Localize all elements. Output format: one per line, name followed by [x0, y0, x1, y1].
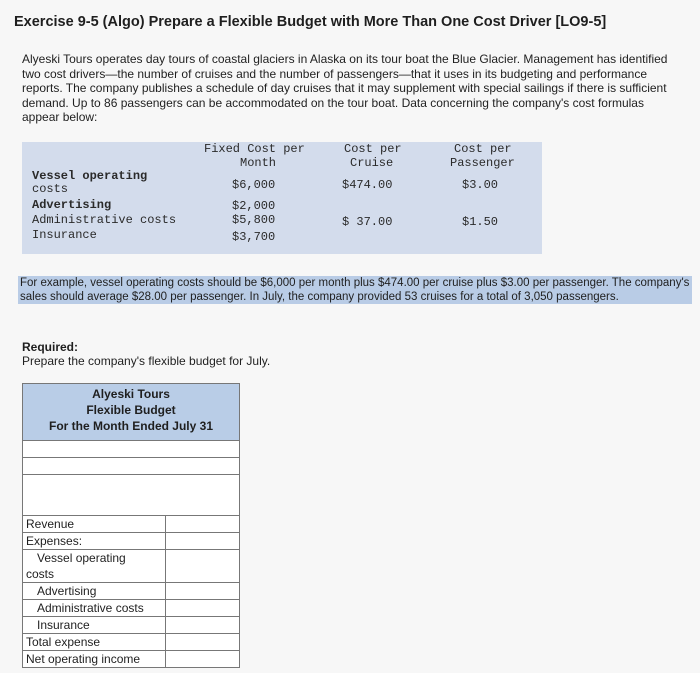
expenses-label: Expenses:	[23, 533, 166, 549]
insurance-row	[23, 616, 239, 633]
insurance-label: Insurance	[23, 617, 166, 633]
row-insurance-label: Insurance	[32, 228, 97, 242]
insurance-input[interactable]	[166, 617, 239, 633]
vessel-row-2	[23, 566, 239, 582]
expenses-input[interactable]	[166, 533, 239, 549]
row-vessel-label2: costs	[32, 182, 69, 196]
revenue-row	[23, 515, 239, 532]
admin-input[interactable]	[166, 600, 239, 616]
blank-input-row-2[interactable]	[23, 457, 239, 474]
total-expense-label: Total expense	[23, 634, 166, 650]
budget-name: Flexible Budget	[86, 403, 176, 417]
flexible-budget-form	[22, 383, 240, 668]
row-admin-cruise: $ 37.00	[342, 215, 393, 229]
admin-row	[23, 599, 239, 616]
row-admin-label: Administrative costs	[32, 213, 177, 227]
required-heading: Required:	[22, 340, 79, 354]
exercise-title: Exercise 9-5 (Algo) Prepare a Flexible Budget with More Than One Cost Driver [LO9-5]	[14, 14, 607, 30]
total-expense-input[interactable]	[166, 634, 239, 650]
advertising-label: Advertising	[23, 583, 166, 599]
row-vessel-passenger: $3.00	[462, 178, 499, 192]
row-vessel-cruise: $474.00	[342, 178, 393, 192]
intro-paragraph: Alyeski Tours operates day tours of coastal glaciers in Alaska on its tour boat the Blue Glacier. Management has identified two cost drivers—the number of cruises and the number of passengers—that it uses in its budgeting and performance reports. The company publishes a schedule of day cruises that it may supplement with special sailings if there is sufficient demand. Up to 86 passengers can be accommodated on the tour boat. Data concerning the company's cost formulas appear below:	[22, 52, 668, 124]
required-section	[22, 340, 270, 368]
admin-label: Administrative costs	[23, 600, 166, 616]
row-admin-fixed: $5,800	[232, 213, 276, 227]
budget-company: Alyeski Tours	[92, 387, 170, 401]
vessel-input-2[interactable]	[166, 566, 239, 582]
header-pass-2: Passenger	[450, 156, 515, 170]
row-insurance-fixed: $3,700	[232, 230, 276, 244]
header-fixed-2: Month	[240, 156, 277, 170]
row-vessel-fixed: $6,000	[232, 178, 276, 192]
row-admin-passenger: $1.50	[462, 215, 499, 229]
header-cruise-2: Cruise	[350, 156, 394, 170]
total-expense-row	[23, 633, 239, 650]
vessel-row-1	[23, 549, 239, 566]
blank-spacer	[23, 474, 239, 515]
advertising-row	[23, 582, 239, 599]
net-income-input[interactable]	[166, 651, 239, 667]
row-advertising-fixed: $2,000	[232, 199, 276, 213]
revenue-input[interactable]	[166, 516, 239, 532]
cost-formula-table	[22, 142, 542, 254]
vessel-label: Vessel operating	[23, 550, 166, 566]
row-vessel-label: Vessel operating	[32, 169, 148, 183]
revenue-label: Revenue	[23, 516, 166, 532]
net-income-row	[23, 650, 239, 667]
required-text: Prepare the company's flexible budget for July.	[22, 354, 271, 368]
row-advertising-label: Advertising	[32, 198, 112, 212]
blank-input-row-1[interactable]	[23, 440, 239, 457]
example-paragraph: For example, vessel operating costs should be $6,000 per month plus $474.00 per cruise plus $3.00 per passenger. The company's sales should average $28.00 per passenger. In July, the company provided 53 cruises for a total of 3,050 passengers.	[18, 276, 692, 304]
header-cruise-1: Cost per	[344, 142, 402, 156]
header-pass-1: Cost per	[454, 142, 512, 156]
vessel-input[interactable]	[166, 550, 239, 566]
advertising-input[interactable]	[166, 583, 239, 599]
vessel-label-2: costs	[23, 566, 166, 582]
expenses-row	[23, 532, 239, 549]
header-fixed-1: Fixed Cost per	[204, 142, 305, 156]
budget-period: For the Month Ended July 31	[48, 419, 213, 433]
budget-header	[23, 384, 239, 440]
net-income-label: Net operating income	[23, 651, 166, 667]
